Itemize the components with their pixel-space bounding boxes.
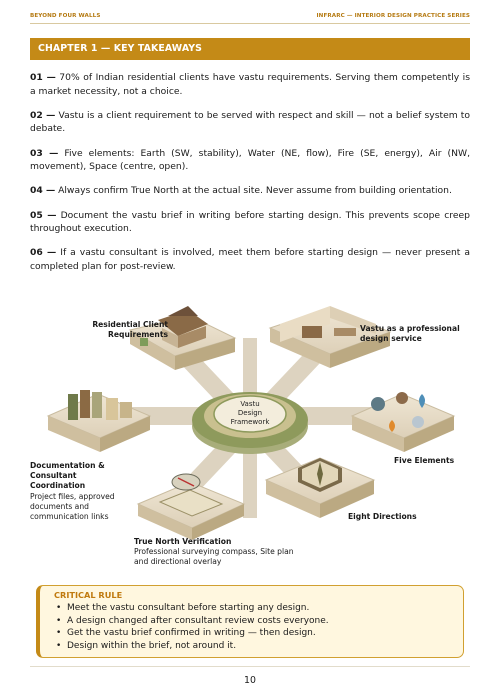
hub-label-line: Vastu (240, 400, 260, 408)
professional-service-label: Vastu as a professional design service (360, 324, 460, 344)
takeaway-number: 01 — (30, 72, 56, 83)
takeaway-number: 02 — (30, 109, 56, 121)
takeaway-item (30, 109, 470, 136)
elements-platform (352, 392, 454, 452)
critical-rule-list (54, 602, 453, 652)
residential-requirements-label: Residential Client Requirements (92, 320, 168, 340)
takeaway-item (30, 209, 470, 236)
takeaway-item (30, 246, 470, 273)
takeaway-number: 04 — (30, 185, 56, 197)
true-north-label: True North Verification Professional surveying compass, Site plan and directional overlay (134, 537, 294, 567)
takeaway-text: Five elements: Earth (SW, stability), Water (NE, flow), Fire (SE, energy), Air (NW, movement), Space (centre, open). (30, 147, 471, 173)
takeaway-text: Document the vastu brief in writing before starting design. This prevents scope creep throughout execution. (30, 209, 471, 235)
takeaway-item (30, 147, 470, 174)
takeaway-number: 05 — (30, 209, 57, 221)
takeaway-text: 70% of Indian residential clients have vastu requirements. Serving them competently is a market necessity, not a choice. (30, 72, 471, 97)
critical-rule-item: • Get the vastu brief confirmed in writing — then design. (54, 627, 453, 640)
files-platform (48, 390, 150, 452)
critical-rule-title: CRITICAL RULE (54, 590, 123, 600)
vastu-framework-illustration (30, 298, 470, 576)
critical-rule-item: • Meet the vastu consultant before starting any design. (54, 602, 453, 615)
hub-label-line: Framework (230, 418, 270, 426)
takeaway-item (30, 71, 470, 98)
page-number: 10 (244, 675, 256, 686)
takeaways-list (30, 71, 470, 284)
header-divider (30, 23, 470, 24)
takeaway-number: 06 — (30, 247, 57, 259)
takeaway-text: Vastu is a client requirement to be served with respect and skill — not a belief system to debate. (30, 109, 471, 135)
chapter-title-bar: CHAPTER 1 — KEY TAKEAWAYS (30, 38, 470, 60)
central-hub (192, 392, 308, 454)
running-header-series-title: INFRARC — INTERIOR DESIGN PRACTICE SERIES (316, 13, 470, 19)
five-elements-label: Five Elements (394, 456, 455, 465)
eight-directions-label: Eight Directions (348, 512, 417, 521)
compass-platform (138, 474, 244, 540)
footer-divider (30, 666, 470, 667)
critical-rule-item: • Design within the brief, not around it. (54, 640, 453, 653)
takeaway-number: 03 — (30, 147, 59, 159)
documentation-coordination-label: Documentation & Consultant Coordination Project files, approved documents and communication links (30, 461, 115, 522)
critical-rule-item: • A design changed after consultant review costs everyone. (54, 615, 453, 628)
running-header-book-title: BEYOND FOUR WALLS (30, 13, 101, 19)
takeaway-text: Always confirm True North at the actual site. Never assume from building orientation. (58, 185, 452, 197)
takeaway-item (30, 184, 470, 198)
takeaway-text: If a vastu consultant is involved, meet them before starting design — never present a completed plan for post-review. (30, 247, 471, 272)
hub-label-line: Design (237, 409, 263, 417)
critical-rule-callout (36, 585, 464, 658)
